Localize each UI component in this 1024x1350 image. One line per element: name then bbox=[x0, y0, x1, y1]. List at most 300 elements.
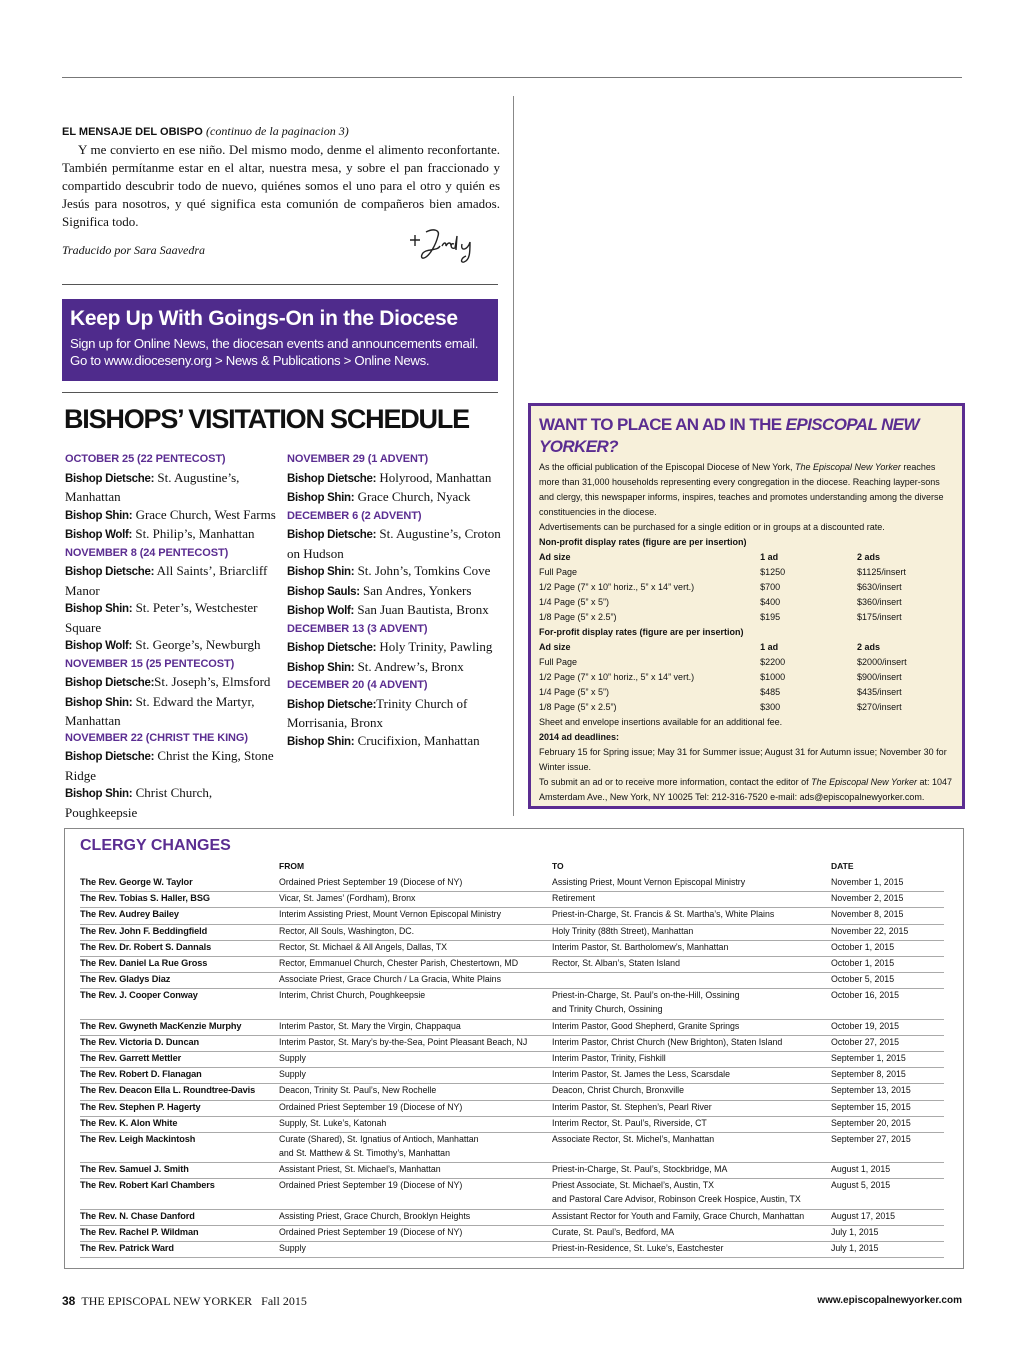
table-row bbox=[80, 1241, 944, 1258]
visitation-date: DECEMBER 13 (3 ADVENT) bbox=[287, 622, 428, 635]
to-cell bbox=[552, 1116, 830, 1130]
to-cell bbox=[552, 1051, 830, 1065]
bishop-name: Bishop Shin: bbox=[287, 492, 355, 504]
advertising-box bbox=[528, 403, 965, 809]
cell-line: September 13, 2015 bbox=[831, 1085, 911, 1096]
cell-line: September 1, 2015 bbox=[831, 1053, 906, 1063]
to-cell bbox=[552, 924, 830, 938]
cell-line: August 1, 2015 bbox=[831, 1164, 891, 1175]
rate-row bbox=[539, 610, 954, 625]
bishop-name: Bishop Dietsche: bbox=[65, 566, 155, 578]
forprofit-heading: For-profit display rates (figure are per insertion) bbox=[539, 627, 744, 637]
cell-line: Curate (Shared), St. Ignatius of Antioch, Manhattan bbox=[279, 1134, 479, 1144]
rate-header-row bbox=[539, 550, 954, 565]
parish-name: All Saints’, Briarcliff Manor bbox=[65, 563, 268, 598]
parish-name: Holyrood, Manhattan bbox=[376, 469, 492, 485]
rate-cell: $2000/insert bbox=[857, 657, 907, 667]
cell-line: The Rev. Stephen P. Hagerty bbox=[80, 1101, 201, 1112]
cell-line: Supply, St. Luke’s, Katonah bbox=[279, 1117, 387, 1128]
cell-line: Interim Pastor, St. James the Less, Scarsdale bbox=[552, 1069, 730, 1080]
visitation-date: DECEMBER 20 (4 ADVENT) bbox=[287, 679, 428, 691]
visitation-entry bbox=[287, 638, 503, 658]
table-row bbox=[80, 875, 944, 892]
bishop-name: Bishop Dietsche: bbox=[287, 642, 377, 654]
parish-name: St. Peter’s, Westchester Square bbox=[65, 600, 258, 635]
cell-line: November 22, 2015 bbox=[831, 925, 909, 936]
bishop-name: Bishop Shin: bbox=[287, 735, 355, 748]
bishop-name: Bishop Dietsche: bbox=[65, 677, 155, 689]
cell-line: September 8, 2015 bbox=[831, 1069, 906, 1080]
table-row bbox=[80, 1067, 944, 1084]
cell-line: October 27, 2015 bbox=[831, 1036, 899, 1047]
ad-submit: To submit an ad or to receive more information, contact the editor of The Episcopal New Yorker at: 1047 Amsterdam Ave., New York, NY 10025 Tel: 212-316-7520 e-mail: ads@episcopalnewyorker.com. bbox=[539, 777, 953, 802]
visitation-date: OCTOBER 25 (22 PENTECOST) bbox=[65, 453, 226, 465]
from-cell bbox=[279, 1051, 551, 1065]
bishop-name: Bishop Sauls: bbox=[287, 585, 360, 598]
cell-line: Supply bbox=[279, 1053, 306, 1063]
col-header-from: FROM bbox=[279, 861, 305, 871]
clergy-name bbox=[80, 924, 207, 938]
online-news-promo bbox=[62, 299, 498, 381]
table-row bbox=[80, 1019, 944, 1036]
visitation-entry bbox=[287, 488, 503, 508]
from-cell bbox=[279, 1067, 551, 1081]
cell-line: The Rev. Garrett Mettler bbox=[80, 1053, 182, 1063]
rate-header-cell: Ad size bbox=[539, 642, 571, 652]
date-cell bbox=[831, 1051, 906, 1065]
cell-line: Supply bbox=[279, 1243, 306, 1253]
clergy-name bbox=[80, 972, 170, 986]
visitation-date: NOVEMBER 22 (CHRIST THE KING) bbox=[65, 731, 248, 744]
to-cell bbox=[552, 1225, 830, 1239]
visitation-column-left bbox=[65, 451, 281, 821]
cell-line: Interim Pastor, St. Bartholomew’s, Manhattan bbox=[552, 941, 729, 952]
clergy-name bbox=[80, 1051, 181, 1065]
to-cell bbox=[552, 907, 830, 921]
clergy-name bbox=[80, 1100, 201, 1114]
signature-image bbox=[404, 222, 492, 266]
cell-line: Interim Pastor, Christ Church (New Brighton), Staten Island bbox=[552, 1036, 783, 1047]
cell-line: Rector, St. Michael & All Angels, Dallas, TX bbox=[279, 941, 448, 952]
date-cell bbox=[831, 1178, 890, 1192]
cell-line: Priest-in-Residence, St. Luke’s, Eastchester bbox=[552, 1243, 724, 1253]
rate-row bbox=[539, 580, 954, 595]
cell-line: September 20, 2015 bbox=[831, 1117, 911, 1128]
bishop-name: Bishop Wolf: bbox=[287, 605, 355, 617]
cell-line: September 27, 2015 bbox=[831, 1134, 911, 1144]
from-cell bbox=[279, 972, 551, 986]
message-continued: (continuo de la paginacion 3) bbox=[206, 124, 349, 138]
cell-line: Priest-in-Charge, St. Paul’s, Stockbridge, MA bbox=[552, 1164, 728, 1175]
column-divider bbox=[513, 96, 514, 816]
visitation-entry bbox=[287, 525, 503, 562]
clergy-name bbox=[80, 988, 198, 1002]
date-cell bbox=[831, 1241, 878, 1255]
bishop-name: Bishop Dietsche: bbox=[287, 529, 377, 541]
bishop-name: Bishop Shin: bbox=[287, 661, 355, 674]
cell-line: Retirement bbox=[552, 893, 596, 904]
rate-row bbox=[539, 655, 954, 670]
cell-line: The Rev. Dr. Robert S. Dannals bbox=[80, 941, 212, 952]
table-row bbox=[80, 1162, 944, 1179]
cell-line: Associate Priest, Grace Church / La Gracia, White Plains bbox=[279, 974, 501, 985]
date-cell bbox=[831, 988, 899, 1002]
to-cell bbox=[552, 1178, 830, 1206]
cell-line: Interim Rector, St. Paul’s, Riverside, CT bbox=[552, 1117, 707, 1128]
from-cell bbox=[279, 924, 551, 938]
rate-header-cell: Ad size bbox=[539, 552, 571, 562]
cell-line: Interim Pastor, St. Mary’s by-the-Sea, Point Pleasant Beach, NJ bbox=[279, 1036, 528, 1047]
parish-name: San Juan Bautista, Bronx bbox=[354, 602, 489, 617]
to-cell bbox=[552, 1162, 830, 1176]
from-cell bbox=[279, 1019, 551, 1033]
cell-line: Curate, St. Paul’s, Bedford, MA bbox=[552, 1226, 675, 1237]
visitation-entry bbox=[287, 695, 503, 732]
to-cell bbox=[552, 1100, 830, 1114]
parish-name: St. Augustine’s, Croton on Hudson bbox=[287, 526, 501, 561]
date-cell bbox=[831, 956, 894, 970]
visitation-entry bbox=[65, 747, 281, 784]
cell-line: October 1, 2015 bbox=[831, 958, 895, 968]
cell-line: August 5, 2015 bbox=[831, 1180, 891, 1191]
clergy-name bbox=[80, 956, 207, 970]
parish-name: Holy Trinity, Pawling bbox=[376, 639, 493, 654]
cell-line: Ordained Priest September 19 (Diocese of NY) bbox=[279, 1101, 463, 1112]
cell-line: The Rev. Samuel J. Smith bbox=[80, 1164, 189, 1175]
bishop-name: Bishop Dietsche: bbox=[65, 751, 155, 763]
parish-name: Christ Church, Poughkeepsie bbox=[65, 785, 213, 820]
to-cell bbox=[552, 1035, 830, 1049]
cell-line: Interim Pastor, Trinity, Fishkill bbox=[552, 1053, 666, 1063]
bishop-name: Bishop Dietsche: bbox=[287, 472, 377, 485]
cell-line: The Rev. J. Cooper Conway bbox=[80, 990, 198, 1001]
translator-credit: Traducido por Sara Saavedra bbox=[62, 243, 206, 257]
date-cell bbox=[831, 907, 903, 921]
clergy-name bbox=[80, 1019, 241, 1033]
cell-line: Rector, Emmanuel Church, Chester Parish, Chestertown, MD bbox=[279, 958, 519, 968]
cell-line: The Rev. K. Alon White bbox=[80, 1117, 178, 1128]
bishop-name: Bishop Shin: bbox=[287, 566, 355, 578]
clergy-name bbox=[80, 907, 179, 921]
from-cell bbox=[279, 1162, 551, 1176]
page-number: 38 bbox=[62, 1294, 76, 1308]
rate-cell: Full Page bbox=[539, 657, 578, 667]
parish-name: Grace Church, Nyack bbox=[354, 489, 471, 504]
nonprofit-heading: Non-profit display rates (figure are per insertion) bbox=[539, 537, 747, 547]
rate-cell: Full Page bbox=[539, 567, 578, 577]
cell-line: The Rev. Daniel La Rue Gross bbox=[80, 958, 208, 968]
cell-line: July 1, 2015 bbox=[831, 1243, 879, 1253]
cell-line: Supply bbox=[279, 1069, 306, 1080]
from-cell bbox=[279, 1241, 551, 1255]
cell-line: Deacon, Trinity St. Paul’s, New Rochelle bbox=[279, 1085, 437, 1096]
visitation-entry bbox=[65, 636, 281, 656]
ad-single: Advertisements can be purchased for a single edition or in groups at a discounted rate. bbox=[539, 522, 885, 532]
visitation-entry bbox=[287, 732, 503, 752]
footer-url: www.episcopalnewyorker.com bbox=[817, 1295, 962, 1306]
nonprofit-rates-table bbox=[539, 550, 954, 625]
rate-cell: $485 bbox=[760, 687, 781, 697]
section-rule bbox=[62, 284, 498, 285]
to-cell bbox=[552, 1019, 830, 1033]
visitation-entry bbox=[287, 658, 503, 678]
rate-cell: $435/insert bbox=[857, 687, 902, 697]
from-cell bbox=[279, 875, 551, 889]
rate-cell: $300 bbox=[760, 702, 781, 712]
cell-line: and St. Matthew & St. Timothy’s, Manhattan bbox=[279, 1148, 450, 1158]
date-cell bbox=[831, 1116, 911, 1130]
date-cell bbox=[831, 1067, 906, 1081]
visitation-entry bbox=[65, 469, 281, 506]
bishop-name: Bishop Wolf: bbox=[65, 529, 133, 541]
table-row bbox=[80, 1209, 944, 1226]
date-cell bbox=[831, 1083, 911, 1097]
table-row bbox=[80, 1178, 944, 1209]
clergy-name bbox=[80, 1083, 255, 1097]
rate-row bbox=[539, 700, 954, 715]
cell-line: The Rev. Leigh Mackintosh bbox=[80, 1134, 196, 1144]
issue-name: Fall 2015 bbox=[261, 1294, 307, 1308]
date-cell bbox=[831, 1035, 899, 1049]
cell-line: The Rev. Tobias S. Haller, BSG bbox=[80, 893, 210, 904]
to-cell bbox=[552, 940, 830, 954]
cell-line: Ordained Priest September 19 (Diocese of NY) bbox=[279, 1180, 463, 1191]
col-header-date: DATE bbox=[831, 861, 854, 871]
cell-line: October 1, 2015 bbox=[831, 941, 895, 952]
rate-cell: $195 bbox=[760, 612, 781, 622]
cell-line: The Rev. George W. Taylor bbox=[80, 877, 193, 887]
rate-header-cell: 1 ad bbox=[760, 552, 779, 562]
table-row bbox=[80, 907, 944, 924]
rate-cell: $700 bbox=[760, 582, 781, 592]
to-cell bbox=[552, 1083, 830, 1097]
cell-line: The Rev. Audrey Bailey bbox=[80, 909, 179, 920]
section-rule bbox=[62, 392, 498, 393]
visitation-entry bbox=[65, 673, 281, 693]
to-cell bbox=[552, 1067, 830, 1081]
date-cell bbox=[831, 1019, 899, 1033]
table-row bbox=[80, 891, 944, 908]
rate-row bbox=[539, 595, 954, 610]
clergy-name bbox=[80, 1035, 199, 1049]
clergy-name bbox=[80, 875, 193, 889]
from-cell bbox=[279, 1178, 551, 1192]
cell-line: Interim, Christ Church, Poughkeepsie bbox=[279, 990, 426, 1001]
cell-line: November 8, 2015 bbox=[831, 909, 904, 920]
from-cell bbox=[279, 1035, 551, 1049]
cell-line: Interim Assisting Priest, Mount Vernon Episcopal Ministry bbox=[279, 909, 501, 920]
clergy-name bbox=[80, 1241, 174, 1255]
cell-line: and Trinity Church, Ossining bbox=[552, 1004, 663, 1015]
publication-name: THE EPISCOPAL NEW YORKER bbox=[81, 1294, 253, 1308]
ad-intro: As the official publication of the Episcopal Diocese of New York, The Episcopal New Yorker reaches more than 31,000 households representing every congregation in the diocese. Reaching layper-sons and clergy, this newspaper informs, inspires, teaches and promotes understanding among the diverse constituencies in the diocese. bbox=[539, 462, 944, 517]
cell-line: October 16, 2015 bbox=[831, 990, 899, 1001]
visitation-entry bbox=[65, 525, 281, 545]
rate-header-cell: 2 ads bbox=[857, 642, 881, 652]
clergy-name bbox=[80, 940, 211, 954]
to-cell bbox=[552, 1132, 830, 1146]
visitation-date: DECEMBER 6 (2 ADVENT) bbox=[287, 509, 422, 522]
from-cell bbox=[279, 1100, 551, 1114]
from-cell bbox=[279, 988, 551, 1002]
bishop-message bbox=[62, 122, 500, 231]
date-cell bbox=[831, 1100, 911, 1114]
ad-deadlines: February 15 for Spring issue; May 31 for Summer issue; August 31 for Autumn issue; November 30 for Winter issue. bbox=[539, 747, 947, 772]
table-row bbox=[80, 1132, 944, 1163]
rate-cell: 1/8 Page (5” x 2.5”) bbox=[539, 702, 617, 712]
parish-name: Christ the King, Stone Ridge bbox=[65, 748, 274, 783]
visitation-entry bbox=[287, 469, 503, 489]
forprofit-rates-table bbox=[539, 640, 954, 715]
to-cell bbox=[552, 956, 830, 970]
clergy-name bbox=[80, 1067, 202, 1081]
cell-line: Assistant Priest, St. Michael’s, Manhattan bbox=[279, 1164, 441, 1175]
visitation-date: NOVEMBER 29 (1 ADVENT) bbox=[287, 453, 429, 465]
cell-line: October 5, 2015 bbox=[831, 974, 895, 985]
cell-line: Interim Pastor, St. Stephen’s, Pearl River bbox=[552, 1101, 712, 1112]
bishop-name: Bishop Dietsche: bbox=[287, 698, 377, 711]
clergy-name bbox=[80, 1209, 195, 1223]
cell-line: The Rev. Deacon Ella L. Roundtree-Davis bbox=[80, 1085, 256, 1096]
date-cell bbox=[831, 875, 903, 889]
cell-line: and Pastoral Care Advisor, Robinson Creek Hospice, Austin, TX bbox=[552, 1194, 801, 1205]
clergy-changes-table bbox=[64, 828, 964, 1269]
visitation-entry bbox=[287, 562, 503, 582]
cell-line: Deacon, Christ Church, Bronxville bbox=[552, 1085, 685, 1096]
clergy-name bbox=[80, 1132, 195, 1146]
rate-cell: 1/8 Page (5” x 2.5”) bbox=[539, 612, 617, 622]
cell-line: Interim Pastor, Good Shepherd, Granite Springs bbox=[552, 1020, 740, 1031]
cell-line: The Rev. Gwyneth MacKenzie Murphy bbox=[80, 1020, 242, 1031]
rate-header-row bbox=[539, 640, 954, 655]
to-cell bbox=[552, 1209, 830, 1223]
date-cell bbox=[831, 1209, 895, 1223]
cell-line: September 15, 2015 bbox=[831, 1101, 911, 1112]
table-row bbox=[80, 1100, 944, 1117]
date-cell bbox=[831, 891, 903, 905]
visitation-entry bbox=[287, 601, 503, 621]
visitation-entry bbox=[65, 693, 281, 730]
visitation-entry bbox=[287, 582, 503, 602]
from-cell bbox=[279, 956, 551, 970]
table-row bbox=[80, 1225, 944, 1242]
rate-cell: $270/insert bbox=[857, 702, 902, 712]
table-row bbox=[80, 924, 944, 941]
rate-cell: $1000 bbox=[760, 672, 786, 682]
ad-title: WANT TO PLACE AN AD IN THE EPISCOPAL NEW YORKER? bbox=[539, 415, 919, 456]
cell-line: October 19, 2015 bbox=[831, 1020, 899, 1031]
clergy-name bbox=[80, 1162, 189, 1176]
date-cell bbox=[831, 1132, 911, 1146]
rate-row bbox=[539, 670, 954, 685]
rate-row bbox=[539, 685, 954, 700]
cell-line: Assisting Priest, Mount Vernon Episcopal Ministry bbox=[552, 877, 746, 887]
clergy-name bbox=[80, 891, 210, 905]
from-cell bbox=[279, 1116, 551, 1130]
cell-line: The Rev. Robert D. Flanagan bbox=[80, 1069, 202, 1080]
cell-line: Rector, St. Alban’s, Staten Island bbox=[552, 958, 680, 968]
cell-line: August 17, 2015 bbox=[831, 1210, 896, 1221]
from-cell bbox=[279, 1132, 551, 1160]
date-cell bbox=[831, 1225, 878, 1239]
from-cell bbox=[279, 1209, 551, 1223]
parish-name: Crucifixion, Manhattan bbox=[354, 732, 480, 748]
clergy-name bbox=[80, 1225, 199, 1239]
visitation-entry bbox=[65, 562, 281, 599]
cell-line: Rector, All Souls, Washington, DC. bbox=[279, 925, 415, 936]
rate-cell: $2200 bbox=[760, 657, 786, 667]
cell-line: Priest-in-Charge, St. Paul’s on-the-Hill, Ossining bbox=[552, 990, 740, 1001]
cell-line: Assisting Priest, Grace Church, Brooklyn Heights bbox=[279, 1210, 471, 1221]
date-cell bbox=[831, 924, 908, 938]
cell-line: Vicar, St. James’ (Fordham), Bronx bbox=[279, 893, 416, 904]
footer-left bbox=[62, 1294, 307, 1309]
bishop-name: Bishop Dietsche: bbox=[65, 472, 155, 485]
visitation-entry bbox=[65, 784, 281, 821]
parish-name: Grace Church, West Farms bbox=[132, 506, 276, 522]
parish-name: St. Andrew’s, Bronx bbox=[354, 658, 464, 674]
rate-cell: $175/insert bbox=[857, 612, 902, 622]
to-cell bbox=[552, 891, 830, 905]
clergy-name bbox=[80, 1116, 177, 1130]
rate-cell: $1250 bbox=[760, 567, 786, 577]
parish-name: San Andres, Yonkers bbox=[359, 582, 472, 598]
cell-line: November 2, 2015 bbox=[831, 893, 904, 904]
cell-line: Ordained Priest September 19 (Diocese of NY) bbox=[279, 1226, 463, 1237]
clergy-name bbox=[80, 1178, 215, 1192]
bishop-name: Bishop Wolf: bbox=[65, 640, 133, 652]
cell-line: The Rev. Rachel P. Wildman bbox=[80, 1226, 199, 1237]
visitation-entry bbox=[65, 506, 281, 526]
rate-row bbox=[539, 565, 954, 580]
parish-name: St. Edward the Martyr, Manhattan bbox=[65, 693, 255, 728]
rate-cell: $900/insert bbox=[857, 672, 902, 682]
cell-line: The Rev. N. Chase Danford bbox=[80, 1210, 195, 1221]
to-cell bbox=[552, 875, 830, 889]
table-row bbox=[80, 972, 944, 989]
bishop-name: Bishop Shin: bbox=[65, 788, 133, 800]
table-row bbox=[80, 1116, 944, 1133]
cell-line: Priest-in-Charge, St. Francis & St. Martha’s, White Plains bbox=[552, 909, 775, 920]
table-row bbox=[80, 1035, 944, 1052]
visitation-column-right bbox=[287, 451, 503, 751]
cell-line: The Rev. Patrick Ward bbox=[80, 1243, 174, 1253]
date-cell bbox=[831, 940, 894, 954]
visitation-date: NOVEMBER 15 (25 PENTECOST) bbox=[65, 657, 235, 670]
rate-cell: 1/2 Page (7” x 10” horiz., 5” x 14” vert.) bbox=[539, 672, 695, 682]
cell-line: Holy Trinity (88th Street), Manhattan bbox=[552, 925, 694, 936]
cell-line: Priest Associate, St. Michael’s, Austin, TX bbox=[552, 1180, 714, 1191]
cell-line: The Rev. John F. Beddingfield bbox=[80, 925, 208, 936]
parish-name: St. Augustine’s, Manhattan bbox=[65, 469, 240, 504]
rate-cell: 1/4 Page (5” x 5”) bbox=[539, 597, 610, 607]
from-cell bbox=[279, 1083, 551, 1097]
from-cell bbox=[279, 907, 551, 921]
bishop-name: Bishop Shin: bbox=[65, 509, 133, 522]
cell-line: The Rev. Gladys Diaz bbox=[80, 974, 171, 985]
cell-line: The Rev. Robert Karl Chambers bbox=[80, 1180, 215, 1191]
date-cell bbox=[831, 1162, 890, 1176]
cell-line: July 1, 2015 bbox=[831, 1226, 879, 1237]
parish-name: St. Philip’s, Manhattan bbox=[132, 526, 255, 541]
rate-cell: 1/4 Page (5” x 5”) bbox=[539, 687, 610, 697]
table-row bbox=[80, 940, 944, 957]
from-cell bbox=[279, 891, 551, 905]
top-rule bbox=[62, 77, 962, 78]
table-row bbox=[80, 956, 944, 973]
ad-sheet-note: Sheet and envelope insertions available for an additional fee. bbox=[539, 717, 783, 727]
rate-cell: 1/2 Page (7” x 10” horiz., 5” x 14” vert.) bbox=[539, 582, 695, 592]
